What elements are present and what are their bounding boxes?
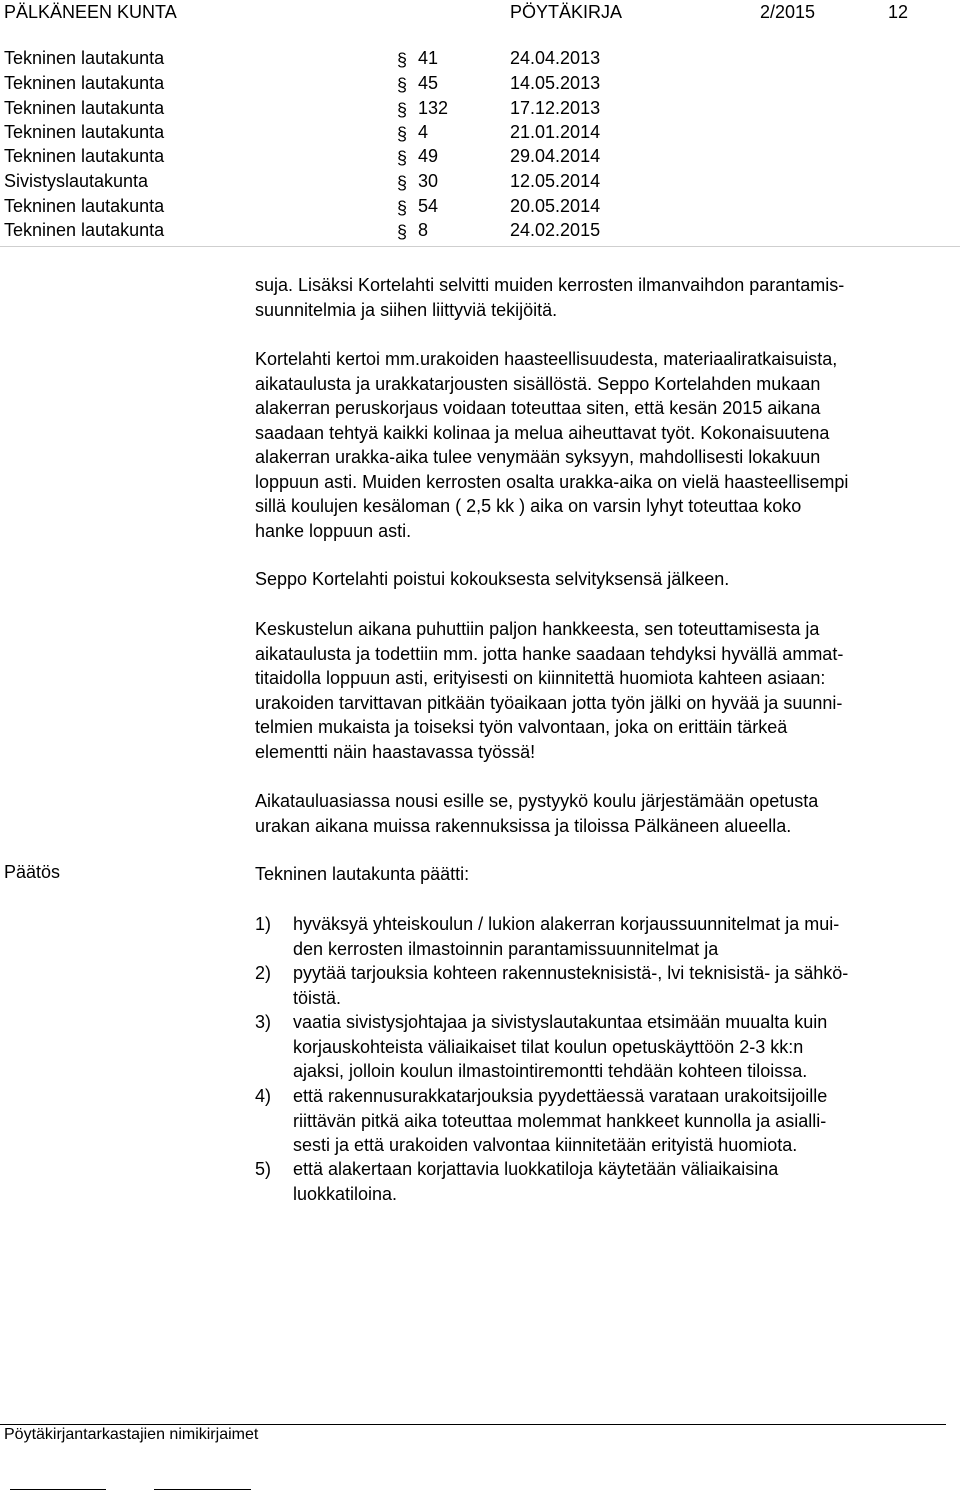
reference-row [4, 48, 944, 73]
page-number: 12 [888, 2, 909, 22]
text-line: sesti ja että urakoiden valvontaa kiinnitetään erityistä huomiota. [293, 1135, 798, 1155]
reference-body: Tekninen lautakunta [4, 98, 165, 118]
text-line: hyväksyä yhteiskoulun / lukion alakerran korjaussuunnitelmat ja mui- [293, 914, 840, 934]
reference-row [4, 220, 944, 245]
section-sign-icon [395, 125, 413, 143]
text-line: ajaksi, jolloin koulun ilmastointiremontti tehdään kohteen tiloissa. [293, 1061, 808, 1081]
reference-row [4, 196, 944, 221]
text-line: den kerrosten ilmastoinnin parantamissuunnitelmat ja [293, 938, 719, 959]
reference-body: Tekninen lautakunta [4, 48, 165, 68]
decision-item-text [293, 1084, 827, 1158]
text-line: urakoiden tarvittavan pitkään työaikaan jotta työn jälki on hyvää ja suunni- [255, 692, 843, 713]
decision-item-text [293, 1157, 778, 1206]
reference-date: 17.12.2013 [510, 98, 601, 118]
reference-section-number: 8 [418, 220, 429, 240]
text-line: sillä koulujen kesäloman ( 2,5 kk ) aika on varsin lyhyt toteuttaa koko [255, 496, 802, 516]
text-line: Seppo Kortelahti poistui kokouksesta selvityksensä jälkeen. [255, 569, 730, 589]
reference-date: 21.01.2014 [510, 122, 601, 142]
svg-text:§: § [397, 149, 408, 167]
text-line: Aikatauluasiassa nousi esille se, pystyykö koulu järjestämään opetusta [255, 791, 819, 811]
decision-intro [255, 862, 955, 887]
reference-section-number: 49 [418, 146, 439, 166]
paragraph-discussion [255, 617, 955, 764]
decision-item-text [293, 961, 848, 1010]
text-line: alakerran peruskorjaus voidaan toteuttaa siten, että kesän 2015 aikana [255, 398, 821, 418]
text-line: aikataulusta ja todettiin mm. jotta hanke saadaan tehdyksi hyvällä ammat- [255, 643, 844, 664]
text-line: suja. Lisäksi Kortelahti selvitti muiden kerrosten ilmanvaihdon parantamis- [255, 275, 845, 295]
text-line: että alakertaan korjattavia luokkatiloja käytetään väliaikaisina [293, 1159, 779, 1179]
reference-row [4, 146, 944, 171]
text-line: pyytää tarjouksia kohteen rakennusteknisistä-, lvi teknisistä- ja sähkö- [293, 963, 849, 983]
document-type: PÖYTÄKIRJA [510, 2, 623, 22]
text-line: aikataulusta ja urakkatarjousten sisällöstä. Seppo Kortelahden mukaan [255, 373, 821, 394]
reference-row [4, 171, 944, 196]
text-line: titaidolla loppuun asti, erityisesti on kiinnitettä huomiota kahteen asiaan: [255, 668, 826, 688]
reference-date: 14.05.2013 [510, 73, 601, 93]
section-sign-icon [395, 223, 413, 241]
text-line: telmien mukaista ja toiseksi työn valvontaan, joka on erittäin tärkeä [255, 717, 788, 737]
decision-item-number: 5) [255, 1159, 272, 1179]
svg-text:§: § [397, 223, 408, 241]
municipality-name: PÄLKÄNEEN KUNTA [4, 2, 177, 22]
signature-rule [0, 1424, 946, 1425]
paragraph-departure [255, 567, 955, 592]
decision-item-number: 4) [255, 1086, 272, 1106]
reference-row [4, 73, 944, 98]
text-line: Keskustelun aikana puhuttiin paljon hankkeesta, sen toteuttamisesta ja [255, 619, 820, 639]
text-line: vaatia sivistysjohtajaa ja sivistyslautakuntaa etsimään muualta kuin [293, 1012, 828, 1032]
reference-date: 24.02.2015 [510, 220, 601, 240]
signature-label: Pöytäkirjantarkastajien nimikirjaimet [4, 1426, 259, 1443]
text-line: elementti näin haastavassa työssä! [255, 741, 536, 762]
paragraph-ventilation [255, 273, 955, 322]
svg-text:§: § [397, 199, 408, 217]
reference-date: 29.04.2014 [510, 146, 601, 166]
document-number: 2/2015 [760, 2, 816, 22]
text-line: töistä. [293, 987, 342, 1008]
text-line: Kortelahti kertoi mm.urakoiden haasteellisuudesta, materiaaliratkaisuista, [255, 349, 838, 369]
text-line: korjauskohteista väliaikaiset tilat koulun opetuskäyttöön 2-3 kk:n [293, 1036, 804, 1057]
reference-section-number: 30 [418, 171, 439, 191]
text-line: loppuun asti. Muiden kerrosten osalta urakka-aika on vielä haasteellisempi [255, 471, 849, 492]
text-line: hanke loppuun asti. [255, 520, 412, 541]
text-line: että rakennusurakkatarjouksia pyydettäessä varataan urakoitsijoille [293, 1086, 828, 1106]
reference-body: Tekninen lautakunta [4, 122, 165, 142]
section-sign-icon [395, 51, 413, 69]
decision-label: Päätös [4, 862, 61, 882]
paragraph-contract-report [255, 347, 955, 543]
reference-divider [0, 246, 960, 247]
reference-body: Tekninen lautakunta [4, 73, 165, 93]
paragraph-schedule [255, 789, 955, 838]
reference-row [4, 122, 944, 147]
section-sign-icon [395, 199, 413, 217]
decision-item-number: 2) [255, 963, 272, 983]
reference-body: Tekninen lautakunta [4, 146, 165, 166]
decision-item-number: 3) [255, 1012, 272, 1032]
section-sign-icon [395, 174, 413, 192]
svg-text:§: § [397, 51, 408, 69]
decision-item-text [293, 1010, 827, 1084]
text-line: suunnitelmia ja siihen liittyviä tekijöitä. [255, 299, 558, 320]
text-line: urakan aikana muissa rakennuksissa ja tiloissa Pälkäneen alueella. [255, 815, 792, 836]
text-line: alakerran urakka-aika tulee venymään syksyyn, mahdollisesti lokakuun [255, 447, 821, 467]
decision-item-text [293, 912, 839, 961]
text-line: saadaan tehtyä kaikki kolinaa ja melua aiheuttavat työt. Kokonaisuutena [255, 422, 830, 443]
decision-item-number: 1) [255, 914, 272, 934]
reference-section-number: 4 [418, 122, 429, 142]
reference-date: 12.05.2014 [510, 171, 601, 191]
reference-row [4, 98, 944, 123]
reference-section-number: 45 [418, 73, 439, 93]
text-line: Tekninen lautakunta päätti: [255, 864, 470, 884]
text-line: riittävän pitkä aika toteuttaa molemmat hankkeet kunnolla ja asialli- [293, 1110, 827, 1131]
section-sign-icon [395, 76, 413, 94]
svg-text:§: § [397, 125, 408, 143]
reference-body: Tekninen lautakunta [4, 220, 165, 240]
reference-date: 20.05.2014 [510, 196, 601, 216]
svg-text:§: § [397, 174, 408, 192]
initials-blank-2 [154, 1489, 251, 1490]
reference-body: Sivistyslautakunta [4, 171, 149, 191]
reference-body: Tekninen lautakunta [4, 196, 165, 216]
reference-date: 24.04.2013 [510, 48, 601, 68]
section-sign-icon [395, 149, 413, 167]
initials-blank-1 [10, 1489, 106, 1490]
reference-section-number: 41 [418, 48, 439, 68]
svg-text:§: § [397, 101, 408, 119]
text-line: luokkatiloina. [293, 1183, 398, 1204]
reference-section-number: 132 [418, 98, 449, 118]
section-sign-icon [395, 101, 413, 119]
reference-section-number: 54 [418, 196, 439, 216]
svg-text:§: § [397, 76, 408, 94]
